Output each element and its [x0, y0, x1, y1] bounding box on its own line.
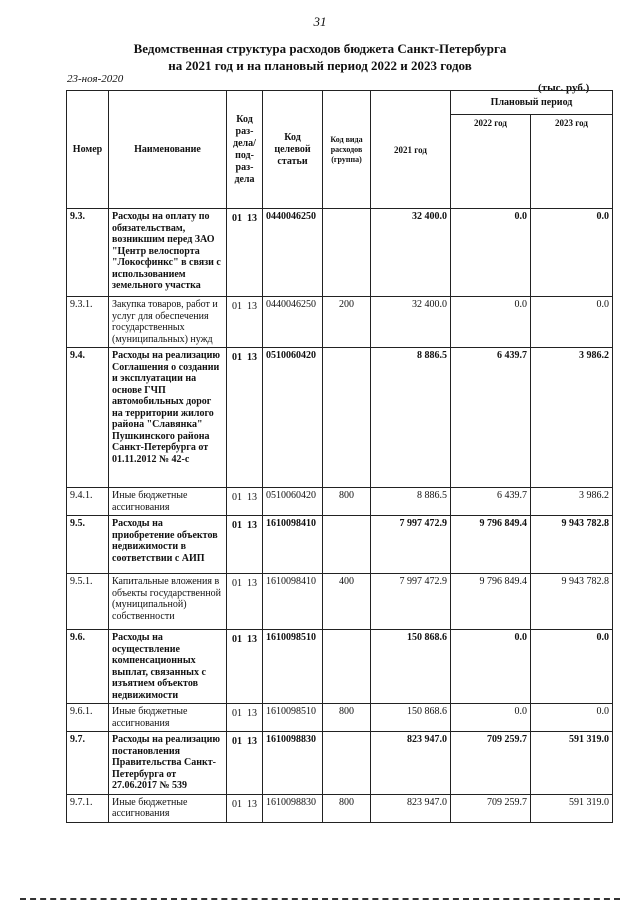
row-expense-type: [323, 209, 371, 297]
row-target-code: 1610098410: [263, 574, 323, 630]
row-section-code: [227, 488, 263, 516]
title-line-1: Ведомственная структура расходов бюджета Санкт-Петербурга: [133, 41, 507, 56]
row-2021: 823 947.0: [371, 794, 451, 822]
table-row: [67, 704, 613, 732]
row-name: Иные бюджетные ассигнования: [109, 488, 227, 516]
row-2021: 823 947.0: [371, 732, 451, 795]
row-expense-type: [323, 516, 371, 574]
row-name: Иные бюджетные ассигнования: [109, 794, 227, 822]
table-row: [67, 794, 613, 822]
row-section-code: [227, 794, 263, 822]
row-number: 9.6.1.: [67, 704, 109, 732]
table-row: [67, 297, 613, 348]
row-section: 01: [232, 520, 242, 531]
row-subsection: 13: [247, 736, 257, 747]
row-name: Расходы на осуществление компенсационных выплат, связанных с изъятием объектов недвижимости: [109, 630, 227, 704]
row-number: 9.5.: [67, 516, 109, 574]
row-2022: 709 259.7: [451, 732, 531, 795]
row-target-code: 0510060420: [263, 348, 323, 488]
row-2021: 7 997 472.9: [371, 574, 451, 630]
row-expense-type: 200: [323, 297, 371, 348]
header-2023: 2023 год: [531, 115, 613, 209]
row-2023: 0.0: [531, 297, 613, 348]
row-2023: 0.0: [531, 209, 613, 297]
row-name: Капитальные вложения в объекты государственной (муниципальной) собственности: [109, 574, 227, 630]
row-name: Закупка товаров, работ и услуг для обеспечения государственных (муниципальных) нужд: [109, 297, 227, 348]
row-subsection: 13: [247, 578, 257, 589]
row-section-code: [227, 704, 263, 732]
row-2022: 0.0: [451, 297, 531, 348]
row-2022: 9 796 849.4: [451, 574, 531, 630]
row-expense-type: 800: [323, 488, 371, 516]
footer-divider: [20, 898, 620, 900]
row-section: 01: [232, 798, 242, 810]
header-2021: 2021 год: [371, 91, 451, 209]
row-expense-type: 800: [323, 704, 371, 732]
row-subsection: 13: [247, 520, 257, 531]
row-section: 01: [232, 634, 242, 645]
row-expense-type: [323, 630, 371, 704]
row-2021: 150 868.6: [371, 704, 451, 732]
row-2021: 8 886.5: [371, 348, 451, 488]
row-2021: 32 400.0: [371, 209, 451, 297]
header-number: Номер: [67, 91, 109, 209]
header-row-1: [67, 91, 613, 115]
table-row: [67, 732, 613, 795]
row-section: 01: [232, 578, 242, 589]
row-2022: 6 439.7: [451, 348, 531, 488]
header-section-code: Код раз- дела/ под- раз- дела: [227, 91, 263, 209]
row-target-code: 1610098830: [263, 794, 323, 822]
row-target-code: 0510060420: [263, 488, 323, 516]
document-title: [0, 40, 640, 74]
row-name: Расходы на оплату по обязательствам, возникшим перед ЗАО "Центр велоспорта "Локосфинкс" в связи с использованием земельного участка: [109, 209, 227, 297]
row-section-code: [227, 732, 263, 795]
row-expense-type: [323, 732, 371, 795]
row-section-code: [227, 630, 263, 704]
row-section: 01: [232, 301, 242, 312]
row-subsection: 13: [247, 798, 257, 810]
row-section-code: [227, 348, 263, 488]
row-2021: 8 886.5: [371, 488, 451, 516]
row-2023: 591 319.0: [531, 794, 613, 822]
row-number: 9.5.1.: [67, 574, 109, 630]
row-number: 9.7.: [67, 732, 109, 795]
row-section-code: [227, 209, 263, 297]
header-2022: 2022 год: [451, 115, 531, 209]
row-target-code: 0440046250: [263, 209, 323, 297]
row-section: 01: [232, 736, 242, 747]
row-subsection: 13: [247, 492, 257, 503]
budget-table: [66, 90, 613, 823]
row-number: 9.6.: [67, 630, 109, 704]
row-target-code: 1610098510: [263, 704, 323, 732]
row-subsection: 13: [247, 213, 257, 224]
row-name: Иные бюджетные ассигнования: [109, 704, 227, 732]
row-2022: 0.0: [451, 630, 531, 704]
row-subsection: 13: [247, 634, 257, 645]
row-2021: 7 997 472.9: [371, 516, 451, 574]
row-name: Расходы на приобретение объектов недвижимости в соответствии с АИП: [109, 516, 227, 574]
page-number: 31: [313, 14, 327, 29]
row-name: Расходы на реализацию Соглашения о создании и эксплуатации на основе ГЧП автомобильных дорог на территории жилого района "Славянка" Пушкинского района Санкт-Петербурга от 01.11.2012 № 42-с: [109, 348, 227, 488]
header-planned-period: Плановый период: [451, 91, 613, 115]
row-expense-type: 400: [323, 574, 371, 630]
row-2022: 9 796 849.4: [451, 516, 531, 574]
row-number: 9.7.1.: [67, 794, 109, 822]
row-2023: 0.0: [531, 630, 613, 704]
row-number: 9.3.1.: [67, 297, 109, 348]
row-subsection: 13: [247, 708, 257, 719]
row-target-code: 1610098510: [263, 630, 323, 704]
row-2022: 0.0: [451, 704, 531, 732]
row-2023: 9 943 782.8: [531, 574, 613, 630]
row-name: Расходы на реализацию постановления Правительства Санкт-Петербурга от 27.06.2017 № 539: [109, 732, 227, 795]
row-2023: 3 986.2: [531, 488, 613, 516]
row-section-code: [227, 297, 263, 348]
row-2023: 9 943 782.8: [531, 516, 613, 574]
header-target-code: Код целевой статьи: [263, 91, 323, 209]
units-label: (тыс. руб.): [538, 82, 590, 94]
row-2021: 150 868.6: [371, 630, 451, 704]
table-row: [67, 348, 613, 488]
row-section-code: [227, 574, 263, 630]
row-section: 01: [232, 492, 242, 503]
row-section: 01: [232, 213, 242, 224]
row-2022: 709 259.7: [451, 794, 531, 822]
row-subsection: 13: [247, 301, 257, 312]
row-section: 01: [232, 708, 242, 719]
row-expense-type: 800: [323, 794, 371, 822]
header-expense-type-code: Код вида расходов (группа): [323, 91, 371, 209]
row-section: 01: [232, 352, 242, 363]
row-2023: 3 986.2: [531, 348, 613, 488]
row-target-code: 1610098830: [263, 732, 323, 795]
table-row: [67, 516, 613, 574]
row-number: 9.4.: [67, 348, 109, 488]
title-line-2: на 2021 год и на плановый период 2022 и 2023 годов: [168, 58, 472, 73]
table-row: [67, 209, 613, 297]
table-row: [67, 630, 613, 704]
table-row: [67, 574, 613, 630]
row-2021: 32 400.0: [371, 297, 451, 348]
row-number: 9.4.1.: [67, 488, 109, 516]
row-expense-type: [323, 348, 371, 488]
table-body: [67, 209, 613, 823]
header-name: Наименование: [109, 91, 227, 209]
row-number: 9.3.: [67, 209, 109, 297]
row-2023: 591 319.0: [531, 732, 613, 795]
row-section-code: [227, 516, 263, 574]
row-target-code: 0440046250: [263, 297, 323, 348]
row-2022: 0.0: [451, 209, 531, 297]
table-row: [67, 488, 613, 516]
row-2023: 0.0: [531, 704, 613, 732]
row-target-code: 1610098410: [263, 516, 323, 574]
document-date: 23-ноя-2020: [67, 73, 124, 85]
row-2022: 6 439.7: [451, 488, 531, 516]
row-subsection: 13: [247, 352, 257, 363]
